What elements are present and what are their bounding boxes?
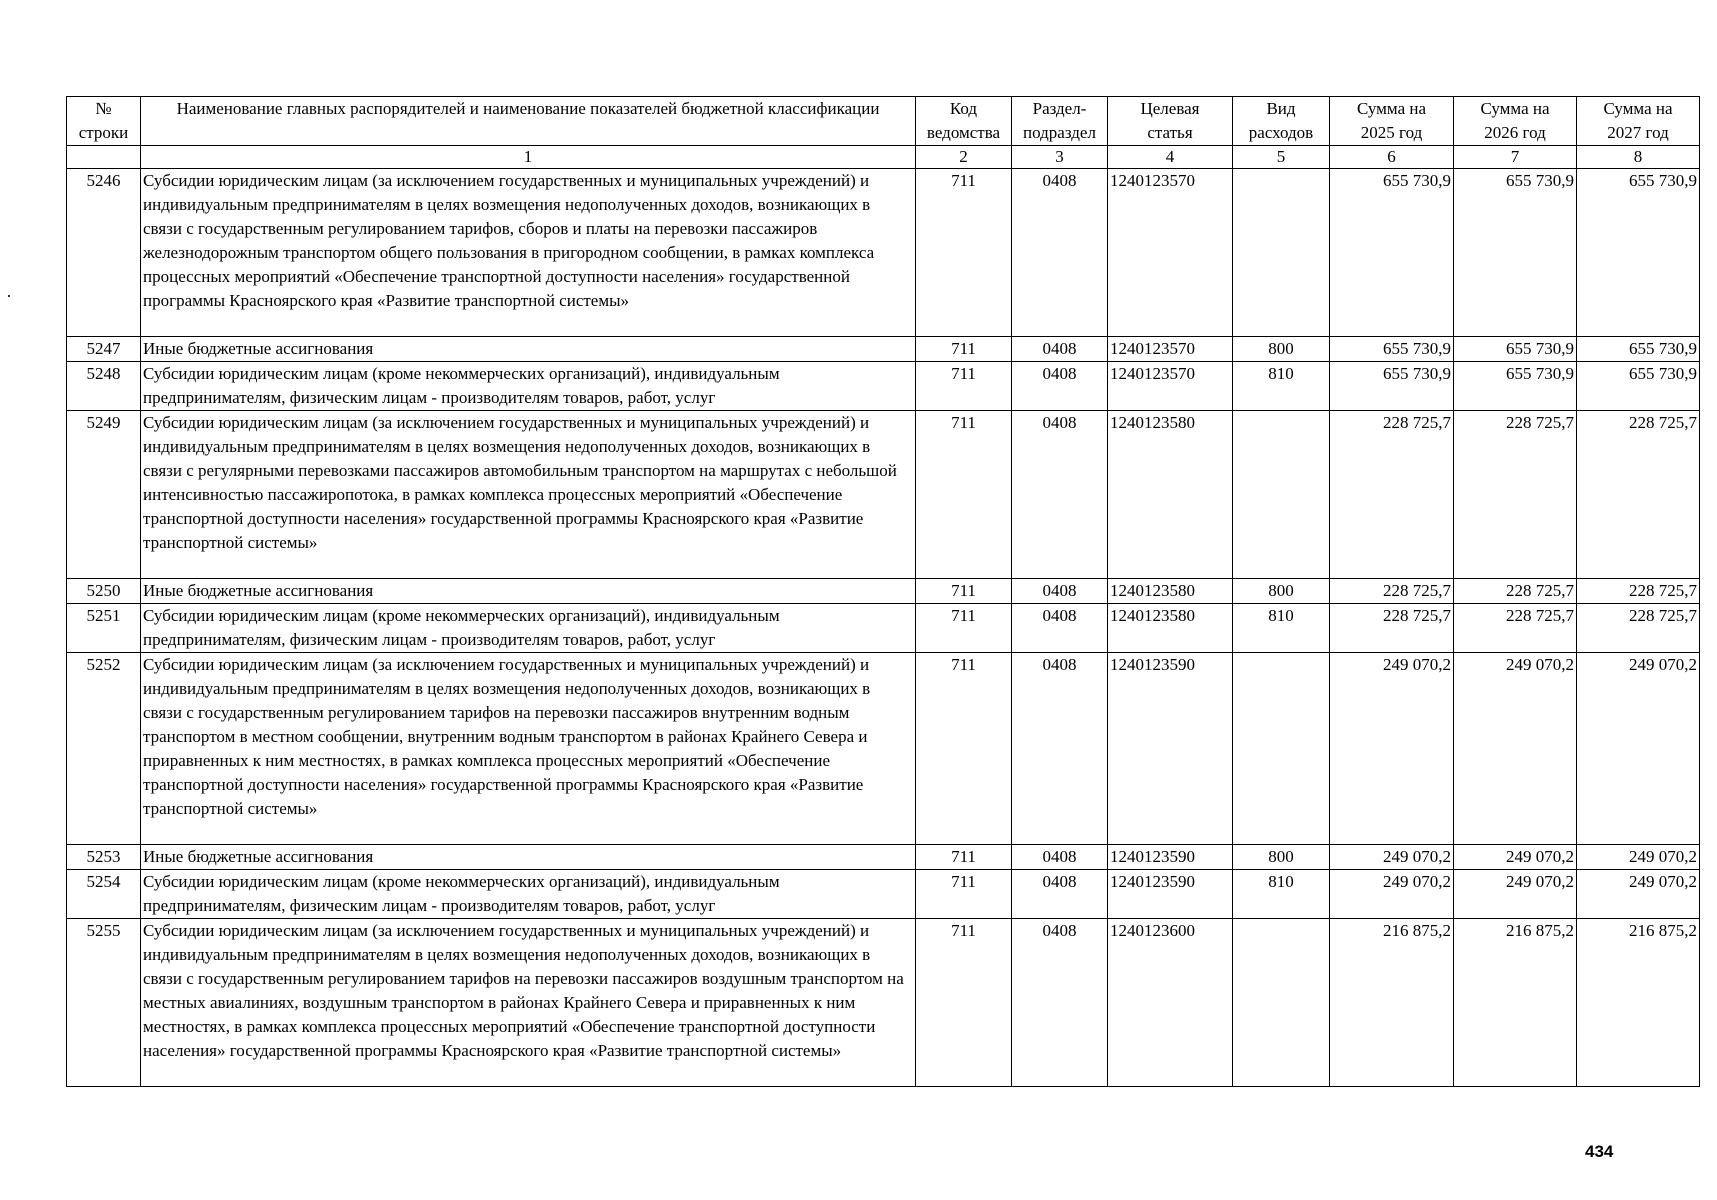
row-target-article: 1240123580 (1108, 579, 1233, 604)
column-number: 5 (1233, 146, 1330, 169)
row-amount-2027: 228 725,7 (1577, 411, 1700, 579)
row-amount-2025: 228 725,7 (1330, 579, 1454, 604)
row-amount-2025: 249 070,2 (1330, 870, 1454, 919)
row-department-code: 711 (916, 411, 1012, 579)
row-amount-2026: 249 070,2 (1454, 870, 1577, 919)
scan-speck (8, 295, 10, 297)
column-number: 1 (141, 146, 916, 169)
header-section: Раздел- подраздел (1012, 97, 1108, 146)
row-target-article: 1240123590 (1108, 870, 1233, 919)
header-department-code: Код ведомства (916, 97, 1012, 146)
row-amount-2026: 228 725,7 (1454, 604, 1577, 653)
row-name: Субсидии юридическим лицам (за исключением государственных и муниципальных учреждений) и индивидуальным предпринимателям в целях возмещения недополученных доходов, возникающих в связи с государственным регулированием тарифов, сборов и платы на перевозки пассажиров железнодорожным транспортом общего пользования в пригородном сообщении, в рамках комплекса процессных мероприятий «Обеспечение транспортной доступности населения» государственной программы Красноярского края «Развитие транспортной системы» (141, 169, 916, 337)
row-department-code: 711 (916, 169, 1012, 337)
row-expense-kind: 800 (1233, 337, 1330, 362)
table-row (67, 579, 1700, 604)
row-amount-2026: 249 070,2 (1454, 653, 1577, 845)
row-section: 0408 (1012, 919, 1108, 1087)
budget-table (66, 96, 1700, 1087)
row-number: 5249 (67, 411, 141, 579)
row-expense-kind (1233, 653, 1330, 845)
row-amount-2025: 655 730,9 (1330, 337, 1454, 362)
row-department-code: 711 (916, 337, 1012, 362)
column-number: 2 (916, 146, 1012, 169)
table-row (67, 337, 1700, 362)
header-row (67, 97, 1700, 146)
row-amount-2025: 655 730,9 (1330, 169, 1454, 337)
row-target-article: 1240123570 (1108, 337, 1233, 362)
row-name: Субсидии юридическим лицам (кроме некоммерческих организаций), индивидуальным предпринимателям, физическим лицам - производителям товаров, работ, услуг (141, 604, 916, 653)
column-number: 6 (1330, 146, 1454, 169)
row-target-article: 1240123600 (1108, 919, 1233, 1087)
column-number (67, 146, 141, 169)
row-department-code: 711 (916, 362, 1012, 411)
header-name: Наименование главных распорядителей и наименование показателей бюджетной классификации (141, 97, 916, 146)
row-name: Субсидии юридическим лицам (кроме некоммерческих организаций), индивидуальным предпринимателям, физическим лицам - производителям товаров, работ, услуг (141, 362, 916, 411)
row-name: Субсидии юридическим лицам (за исключением государственных и муниципальных учреждений) и индивидуальным предпринимателям в целях возмещения недополученных доходов, возникающих в связи с государственным регулированием тарифов на перевозки пассажиров внутренним водным транспортом в местном сообщении, внутренним водным транспортом в районах Крайнего Севера и приравненных к ним местностях, в рамках комплекса процессных мероприятий «Обеспечение транспортной доступности населения» государственной программы Красноярского края «Развитие транспортной системы» (141, 653, 916, 845)
table-row (67, 870, 1700, 919)
row-number: 5247 (67, 337, 141, 362)
row-amount-2026: 249 070,2 (1454, 845, 1577, 870)
row-amount-2027: 228 725,7 (1577, 579, 1700, 604)
row-name: Субсидии юридическим лицам (кроме некоммерческих организаций), индивидуальным предпринимателям, физическим лицам - производителям товаров, работ, услуг (141, 870, 916, 919)
row-amount-2025: 228 725,7 (1330, 604, 1454, 653)
header-amount-2025: Сумма на 2025 год (1330, 97, 1454, 146)
row-section: 0408 (1012, 579, 1108, 604)
row-expense-kind (1233, 411, 1330, 579)
budget-table-container (66, 96, 1700, 1087)
row-target-article: 1240123580 (1108, 604, 1233, 653)
table-row (67, 411, 1700, 579)
row-expense-kind: 810 (1233, 870, 1330, 919)
table-row (67, 604, 1700, 653)
row-department-code: 711 (916, 870, 1012, 919)
row-amount-2026: 216 875,2 (1454, 919, 1577, 1087)
row-name: Субсидии юридическим лицам (за исключением государственных и муниципальных учреждений) и индивидуальным предпринимателям в целях возмещения недополученных доходов, возникающих в связи с государственным регулированием тарифов на перевозки пассажиров воздушным транспортом на местных авиалиниях, воздушным транспортом в районах Крайнего Севера и приравненных к ним местностях, в рамках комплекса процессных мероприятий «Обеспечение транспортной доступности населения» государственной программы Красноярского края «Развитие транспортной системы» (141, 919, 916, 1087)
row-amount-2026: 655 730,9 (1454, 362, 1577, 411)
row-amount-2025: 216 875,2 (1330, 919, 1454, 1087)
table-row (67, 653, 1700, 845)
row-amount-2026: 228 725,7 (1454, 579, 1577, 604)
row-amount-2026: 228 725,7 (1454, 411, 1577, 579)
row-department-code: 711 (916, 845, 1012, 870)
row-number: 5246 (67, 169, 141, 337)
row-name: Иные бюджетные ассигнования (141, 337, 916, 362)
header-row-number: № строки (67, 97, 141, 146)
row-number: 5250 (67, 579, 141, 604)
row-target-article: 1240123570 (1108, 362, 1233, 411)
table-row (67, 845, 1700, 870)
row-expense-kind: 800 (1233, 579, 1330, 604)
row-expense-kind (1233, 919, 1330, 1087)
row-amount-2025: 228 725,7 (1330, 411, 1454, 579)
row-expense-kind: 800 (1233, 845, 1330, 870)
column-number: 4 (1108, 146, 1233, 169)
row-amount-2026: 655 730,9 (1454, 169, 1577, 337)
row-number: 5255 (67, 919, 141, 1087)
column-number: 7 (1454, 146, 1577, 169)
row-department-code: 711 (916, 579, 1012, 604)
row-amount-2027: 249 070,2 (1577, 845, 1700, 870)
row-target-article: 1240123590 (1108, 653, 1233, 845)
column-numbering-row (67, 146, 1700, 169)
row-department-code: 711 (916, 919, 1012, 1087)
row-amount-2026: 655 730,9 (1454, 337, 1577, 362)
table-row (67, 362, 1700, 411)
row-amount-2027: 655 730,9 (1577, 337, 1700, 362)
row-section: 0408 (1012, 604, 1108, 653)
row-expense-kind: 810 (1233, 362, 1330, 411)
row-expense-kind (1233, 169, 1330, 337)
row-section: 0408 (1012, 653, 1108, 845)
row-amount-2027: 249 070,2 (1577, 653, 1700, 845)
row-expense-kind: 810 (1233, 604, 1330, 653)
header-target-article: Целевая статья (1108, 97, 1233, 146)
row-target-article: 1240123580 (1108, 411, 1233, 579)
row-target-article: 1240123570 (1108, 169, 1233, 337)
row-amount-2027: 655 730,9 (1577, 362, 1700, 411)
row-amount-2027: 216 875,2 (1577, 919, 1700, 1087)
header-amount-2026: Сумма на 2026 год (1454, 97, 1577, 146)
row-target-article: 1240123590 (1108, 845, 1233, 870)
row-section: 0408 (1012, 411, 1108, 579)
column-number: 8 (1577, 146, 1700, 169)
row-number: 5251 (67, 604, 141, 653)
row-department-code: 711 (916, 653, 1012, 845)
row-amount-2025: 249 070,2 (1330, 653, 1454, 845)
row-department-code: 711 (916, 604, 1012, 653)
table-row (67, 919, 1700, 1087)
row-amount-2027: 655 730,9 (1577, 169, 1700, 337)
row-number: 5252 (67, 653, 141, 845)
row-amount-2027: 249 070,2 (1577, 870, 1700, 919)
table-row (67, 169, 1700, 337)
column-number: 3 (1012, 146, 1108, 169)
row-amount-2027: 228 725,7 (1577, 604, 1700, 653)
header-expense-kind: Вид расходов (1233, 97, 1330, 146)
row-section: 0408 (1012, 337, 1108, 362)
header-amount-2027: Сумма на 2027 год (1577, 97, 1700, 146)
row-section: 0408 (1012, 870, 1108, 919)
row-name: Иные бюджетные ассигнования (141, 579, 916, 604)
row-name: Субсидии юридическим лицам (за исключением государственных и муниципальных учреждений) и индивидуальным предпринимателям в целях возмещения недополученных доходов, возникающих в связи с регулярными перевозками пассажиров автомобильным транспортом на маршрутах с небольшой интенсивностью пассажиропотока, в рамках комплекса процессных мероприятий «Обеспечение транспортной доступности населения» государственной программы Красноярского края «Развитие транспортной системы» (141, 411, 916, 579)
row-number: 5254 (67, 870, 141, 919)
row-amount-2025: 249 070,2 (1330, 845, 1454, 870)
row-number: 5253 (67, 845, 141, 870)
row-amount-2025: 655 730,9 (1330, 362, 1454, 411)
page-number: 434 (1585, 1142, 1614, 1161)
row-section: 0408 (1012, 845, 1108, 870)
row-section: 0408 (1012, 169, 1108, 337)
row-name: Иные бюджетные ассигнования (141, 845, 916, 870)
row-section: 0408 (1012, 362, 1108, 411)
row-number: 5248 (67, 362, 141, 411)
